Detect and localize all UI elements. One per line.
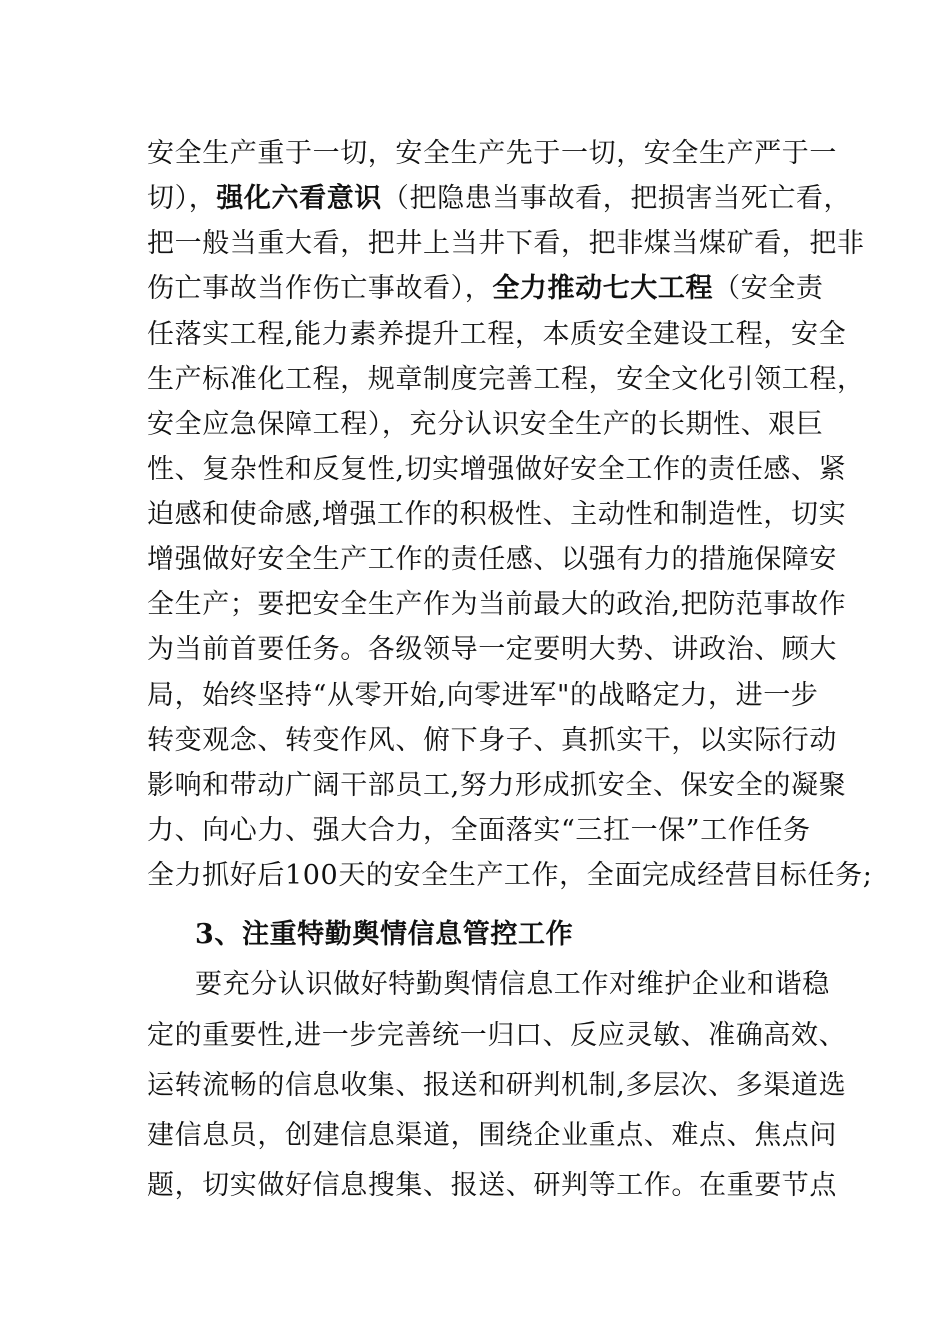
text-segment: 增强做好安全生产工作的责任感、以强有力的措施保障安 [147, 544, 837, 575]
bold-text-segment: 强化六看意识 [216, 183, 382, 214]
text-segment: （安全责 [713, 273, 824, 304]
text-segment: 性、复杂性和反复性,切实增强做好安全工作的责任感、紧 [147, 454, 847, 485]
text-line [147, 721, 837, 761]
text-segment: 生产标准化工程，规章制度完善工程，安全文化引领工程， [147, 364, 865, 395]
paragraph-line: 定的重要性,进一步完善统一归口、反应灵敏、准确高效、 [147, 1020, 847, 1051]
text-segment: 安全应急保障工程），充分认识安全生产的长期性、艰巨 [147, 409, 824, 440]
text-segment: 全生产；要把安全生产作为当前最大的政治,把防范事故作 [147, 589, 847, 620]
text-line [147, 405, 827, 445]
text-segment: 全力抓好后100天的安全生产工作，全面完成经营目标任务; [147, 860, 873, 891]
text-line [147, 315, 847, 355]
text-segment: 局，始终坚持“从零开始,向零进军"的战略定力，进一步 [147, 680, 819, 711]
paragraph-line: 题，切实做好信息搜集、报送、研判等工作。在重要节点 [147, 1170, 837, 1201]
section-heading: 3、注重特勤舆情信息管控工作 [195, 919, 574, 950]
text-line [147, 495, 847, 535]
text-line [147, 134, 837, 174]
text-line [147, 360, 865, 400]
text-segment: 切）， [147, 183, 217, 214]
text-segment: 转变观念、转变作风、俯下身子、真抓实干，以实际行动 [147, 725, 837, 756]
text-line [147, 676, 827, 716]
text-segment: 力、向心力、强大合力，全面落实“三扛一保”工作任务 [147, 815, 811, 846]
text-line [147, 585, 847, 625]
text-line [147, 450, 847, 490]
text-line [147, 766, 847, 806]
text-line [147, 540, 837, 580]
text-line [147, 269, 827, 309]
text-segment: 把一般当重大看，把井上当井下看，把非煤当煤矿看，把非 [147, 228, 865, 259]
text-segment: 为当前首要任务。各级领导一定要明大势、讲政治、顾大 [147, 634, 837, 665]
text-line [147, 856, 873, 896]
text-segment: 影响和带动广阔干部员工,努力形成抓安全、保安全的凝聚 [147, 770, 847, 801]
bold-text-segment: 全力推动七大工程 [492, 273, 714, 304]
text-segment: 安全生产重于一切，安全生产先于一切，安全生产严于一 [147, 138, 837, 169]
text-segment: 任落实工程,能力素养提升工程，本质安全建设工程，安全 [147, 319, 847, 350]
text-segment: （把隐患当事故看，把损害当死亡看， [381, 183, 852, 214]
text-line [147, 179, 852, 219]
paragraph-line: 运转流畅的信息收集、报送和研判机制,多层次、多渠道选 [147, 1070, 847, 1101]
text-line [147, 630, 837, 670]
paragraph-line: 要充分认识做好特勤舆情信息工作对维护企业和谐稳 [195, 969, 830, 1000]
paragraph-line: 建信息员，创建信息渠道，围绕企业重点、难点、焦点问 [147, 1120, 837, 1151]
text-line [147, 224, 865, 264]
text-segment: 伤亡事故当作伤亡事故看）， [147, 273, 493, 304]
text-segment: 迫感和使命感,增强工作的积极性、主动性和制造性，切实 [147, 499, 847, 530]
text-line [147, 811, 827, 851]
